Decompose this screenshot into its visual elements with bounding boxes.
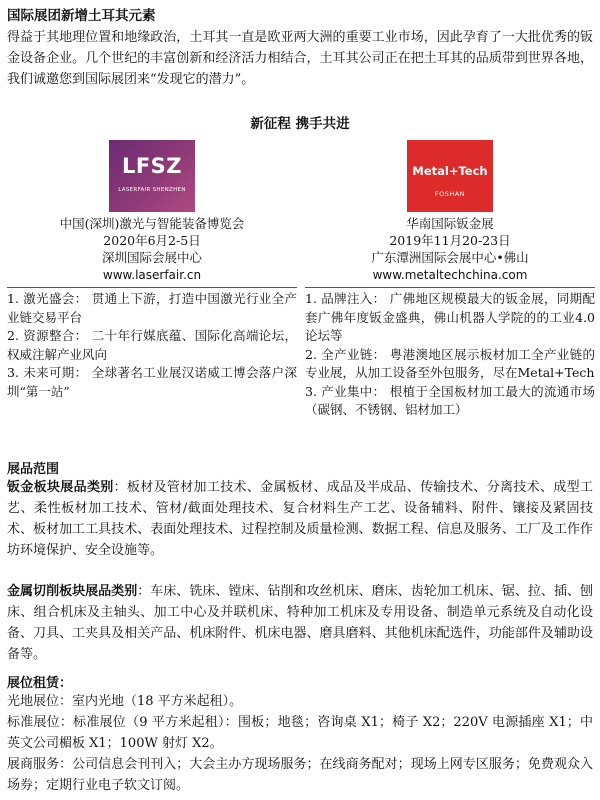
- sheet-metal-category: [7, 477, 593, 561]
- left-point-3: 3. 未来可期： 全球著名工业展汉诺威工博会落户深圳“第一站”: [7, 365, 297, 399]
- metaltech-logo-text: Metal+Tech: [412, 164, 488, 178]
- right-point-2: 2. 全产业链： 粤港澳地区展示板材加工全产业链的专业展，从加工设备至外包服务，尽在Metal+Tech: [305, 346, 595, 380]
- booth-heading: 展位租赁：: [7, 676, 73, 691]
- metal-cutting-text: ：车床、铣床、镗床、钻削和攻丝机床、磨床、齿轮加工机床、锯、拉、插、刨床、组合机床及主轴头、加工中心及并联机床、特种加工机床及专用设备、制造单元系统及自动化设备、刀具、工夹具及相关产品、机床附件、机床电器、磨具磨料、其他机床配选件，功能部件及辅助设备等。: [7, 584, 593, 662]
- booth-line-1: 光地展位：室内光地（18 平方米起租）。: [7, 694, 243, 709]
- right-show-website[interactable]: www.metaltechchina.com: [372, 268, 528, 282]
- metaltech-logo: [407, 140, 493, 212]
- right-point-1: 1. 品牌注入： 广佛地区规模最大的钣金展，同期配套广佛年度钣金盛典，佛山机器人学院的的工业4.0论坛等: [305, 291, 595, 343]
- exhibits-heading: 展品范围: [7, 462, 60, 477]
- metaltech-logo-subtext: FOSHAN: [434, 190, 466, 198]
- document-page: [7, 4, 595, 793]
- lfsz-logo-text: LFSZ: [121, 154, 183, 178]
- intro-title: 国际展团新增土耳其元素: [7, 8, 156, 24]
- left-exhibition: [7, 140, 297, 401]
- left-show-date: 2020年6月2-5日: [103, 233, 201, 248]
- intro-text: 得益于其地理位置和地缘政治，土耳其一直是欧亚两大洲的重要工业市场，因此孕育了一大批优秀的钣金设备企业。几个世纪的丰富创新和经济活力相结合，土耳其公司正在把土耳其的品质带到世界各地，我们诚邀您到国际展团来“发现它的潜力”。: [7, 30, 593, 87]
- exhibits-section: [7, 458, 593, 665]
- left-show-website[interactable]: www.laserfair.cn: [102, 268, 202, 282]
- right-show-name: 华南国际钣金展: [406, 216, 494, 231]
- right-show-venue: 广东潭洲国际会展中心•佛山: [371, 250, 529, 265]
- left-show-name: 中国(深圳)激光与智能装备博览会: [59, 216, 245, 231]
- right-exhibition: [305, 140, 595, 420]
- booth-line-3: 展商服务：公司信息会刊刊入；大会主办方现场服务；在线商务配对；现场上网专区服务；免费观众入场券；定期行业电子软文订阅。: [7, 757, 593, 793]
- lfsz-logo-subtext: LASERFAIR SHENZHEN: [118, 187, 186, 193]
- metal-cutting-label: 金属切削板块展品类别: [7, 584, 138, 599]
- right-point-3: 3. 产业集中： 根植于全国板材加工最大的流通市场 （碳钢、不锈钢、铝材加工）: [305, 383, 595, 417]
- right-divider: [305, 287, 595, 288]
- metal-cutting-category: [7, 581, 593, 665]
- joint-title: 新征程 携手共进: [250, 116, 350, 132]
- booth-line-2: 标准展位：标准展位（9 平方米起租）：围板；地毯；咨询桌 X1；椅子 X2；220V 电源插座 X1；中英文公司楣板 X1；100W 射灯 X2。: [7, 715, 593, 751]
- left-point-2: 2. 资源整合： 二十年行媒底蕴、国际化高端论坛，权威注解产业风向: [7, 328, 297, 362]
- left-divider: [7, 287, 297, 288]
- lfsz-logo: [109, 140, 195, 212]
- sheet-metal-text: ：板材及管材加工技术、金属板材、成品及半成品、传输技术、分离技术、成型工艺、柔性板材加工技术、管材/截面处理技术、复合材料生产工艺、设备辅料、附件、镶接及紧固技术、板材加工工具技术、表面处理技术、过程控制及质量检测、数据工程、信息及服务、工厂及工作作坊环境保护、安全设施等。: [7, 480, 593, 558]
- left-show-venue: 深圳国际会展中心: [101, 250, 202, 265]
- sheet-metal-label: 钣金板块展品类别: [7, 480, 114, 495]
- right-show-date: 2019年11月20-23日: [389, 233, 511, 248]
- booth-section: [7, 672, 593, 796]
- intro-section: [7, 4, 593, 90]
- left-point-1: 1. 激光盛会： 贯通上下游，打造中国激光行业全产业链交易平台: [7, 291, 297, 325]
